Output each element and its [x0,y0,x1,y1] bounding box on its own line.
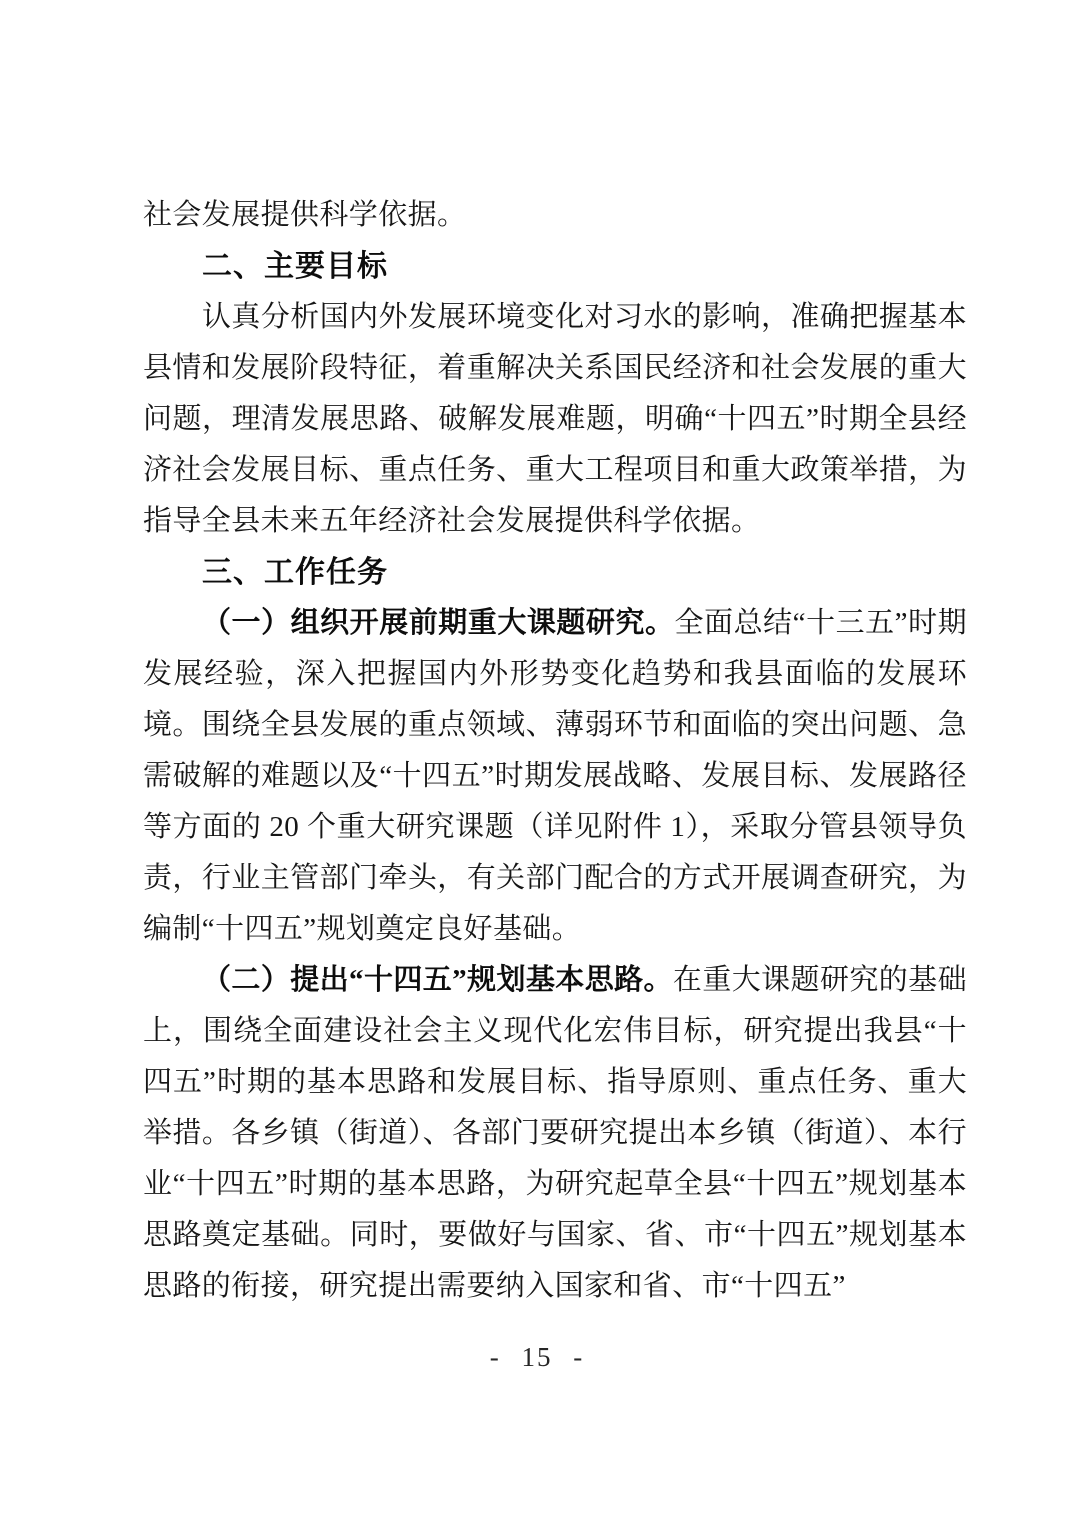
section-heading-main-goals: 二、主要目标 [202,250,388,283]
paragraph-task-one-lead: （一）组织开展前期重大课题研究。 [202,607,675,639]
paragraph-task-one [143,598,967,955]
paragraph-task-two-lead: （二）提出“十四五”规划基本思路。 [202,964,673,996]
paragraph-task-one-text: 全面总结“十三五”时期发展经验，深入把握国内外形势变化趋势和我县面临的发展环境。围绕全县发展的重点领域、薄弱环节和面临的突出问题、急需破解的难题以及“十四五”时期发展战略、发展目标、发展路径等方面的 20 个重大研究课题（详见附件 1），采取分管县领导负责，行业主管部门牵头，有关部门配合的方式开展调查研究，为编制“十四五”规划奠定良好基础。 [143,607,967,945]
paragraph-task-two-text: 在重大课题研究的基础上，围绕全面建设社会主义现代化宏伟目标，研究提出我县“十四五”时期的基本思路和发展目标、指导原则、重点任务、重大举措。各乡镇（街道）、各部门要研究提出本乡镇（街道）、本行业“十四五”时期的基本思路，为研究起草全县“十四五”规划基本思路奠定基础。同时，要做好与国家、省、市“十四五”规划基本思路的衔接，研究提出需要纳入国家和省、市“十四五” [143,964,967,1302]
paragraph-task-two [143,955,967,1312]
paragraph-continuation: 社会发展提供科学依据。 [143,199,467,231]
document-page-body [143,190,967,1312]
section-heading-work-tasks: 三、工作任务 [202,556,388,589]
paragraph-main-goals: 认真分析国内外发展环境变化对习水的影响，准确把握基本县情和发展阶段特征，着重解决关系国民经济和社会发展的重大问题，理清发展思路、破解发展难题，明确“十四五”时期全县经济社会发展目标、重点任务、重大工程项目和重大政策举措，为指导全县未来五年经济社会发展提供科学依据。 [143,301,967,537]
page-number: - 15 - [489,1342,585,1372]
